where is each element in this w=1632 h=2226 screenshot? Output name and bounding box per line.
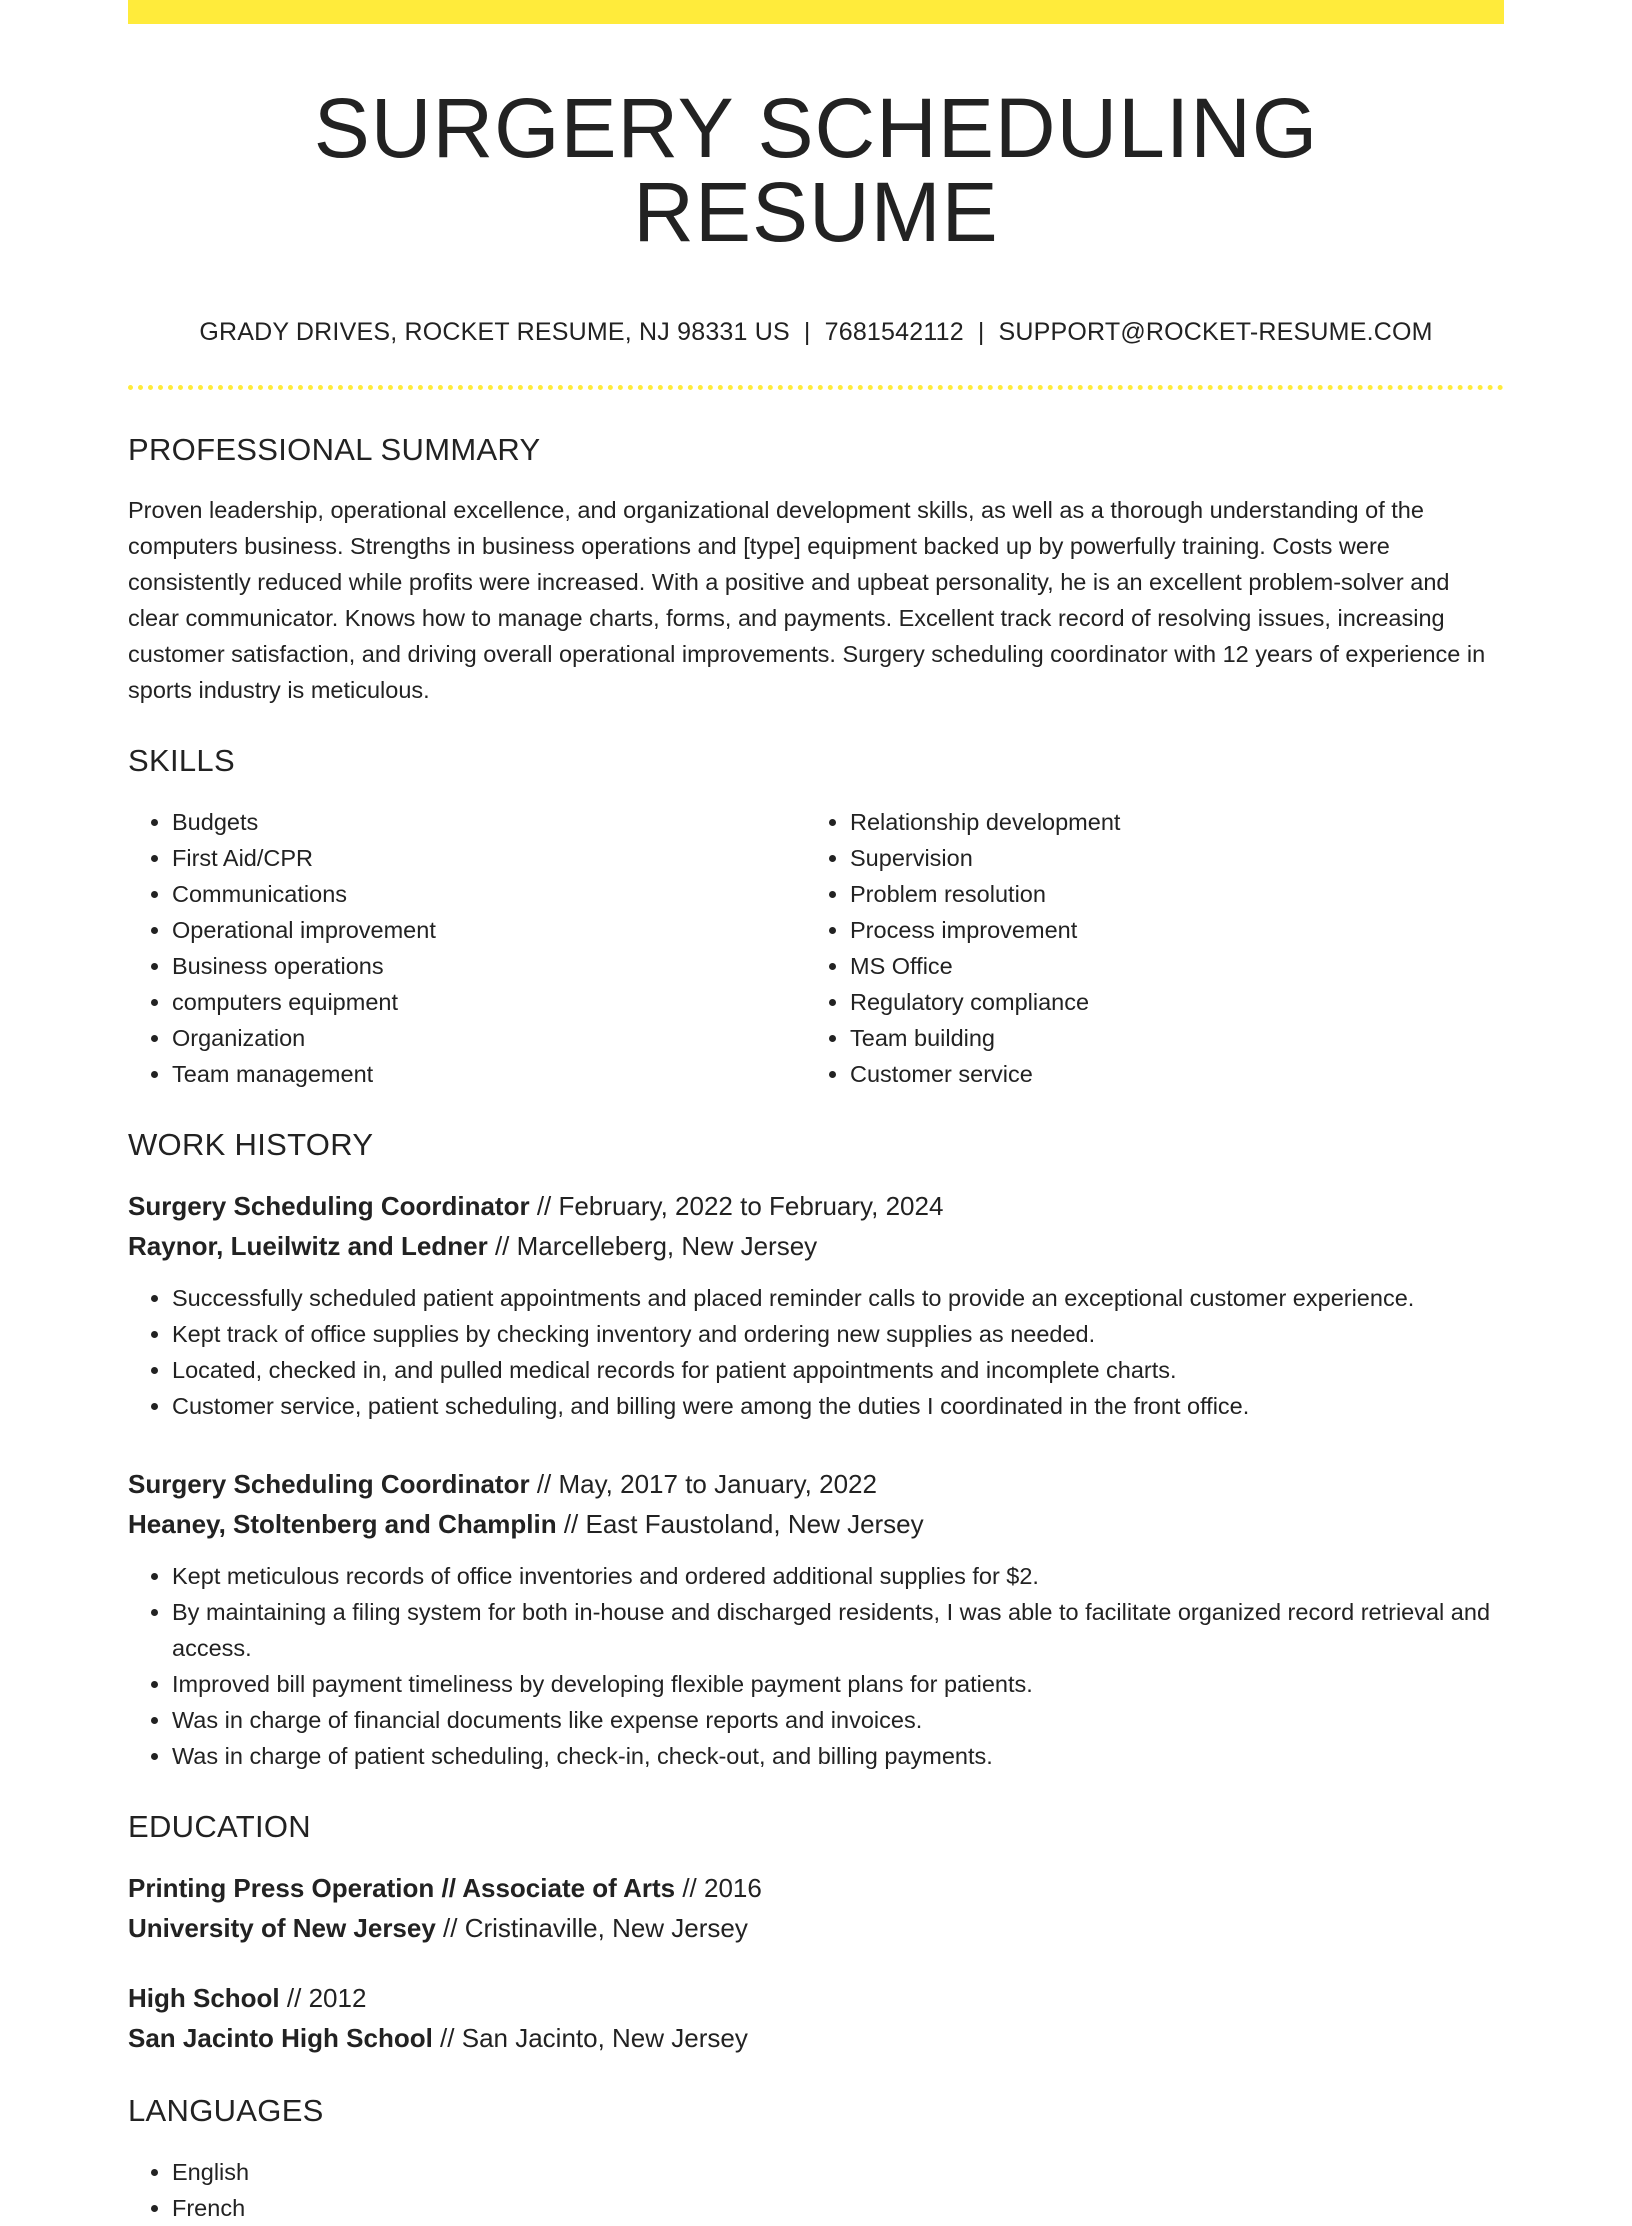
job-duties (128, 1280, 1504, 1424)
school: University of New Jersey (128, 1913, 436, 1943)
job-location: // Marcelleberg, New Jersey (487, 1231, 818, 1261)
job-entry (128, 1464, 1504, 1774)
contact-address: GRADY DRIVES, ROCKET RESUME, NJ 98331 US (199, 318, 790, 346)
school-location: // Cristinaville, New Jersey (435, 1913, 748, 1943)
contact-separator: | (977, 318, 985, 346)
skill-item: • computers equipment (172, 984, 806, 1020)
skill-item: • Problem resolution (850, 876, 1484, 912)
skill-item: • Regulatory compliance (850, 984, 1484, 1020)
skills-list (128, 804, 1504, 1092)
job-title: Surgery Scheduling Coordinator (128, 1469, 530, 1499)
skills-column-right (806, 804, 1484, 1092)
job-title-line (128, 1186, 1504, 1226)
job-company: Heaney, Stoltenberg and Champlin (128, 1509, 557, 1539)
accent-top-bar (128, 0, 1504, 24)
summary-text: Proven leadership, operational excellence, and organizational development skills, as well as a thorough understanding of the computers business. Strengths in business operations and [type] equipment backed up by powerfully training. Costs were consistently reduced while profits were increased. With a positive and upbeat personality, he is an excellent problem-solver and clear communicator. Knows how to manage charts, forms, and payments. Excellent track record of resolving issues, increasing customer satisfaction, and driving overall operational improvements. Surgery scheduling coordinator with 12 years of experience in sports industry is meticulous. (128, 497, 1486, 703)
job-duty: • Was in charge of patient scheduling, check-in, check-out, and billing payments. (172, 1738, 1504, 1774)
skill-item: • Operational improvement (172, 912, 806, 948)
job-duties (128, 1558, 1504, 1774)
job-duty: • Kept track of office supplies by checking inventory and ordering new supplies as needed. (172, 1316, 1504, 1352)
degree-year: // 2016 (675, 1873, 762, 1903)
job-duty: • Kept meticulous records of office inventories and ordered additional supplies for $2. (172, 1558, 1504, 1594)
dotted-divider (128, 385, 1504, 390)
language-item: • English (172, 2154, 1504, 2190)
skill-item: • Organization (172, 1020, 806, 1056)
skills-column-left (128, 804, 806, 1092)
job-dates: // February, 2022 to February, 2024 (529, 1191, 944, 1221)
languages-heading: LANGUAGES (128, 2093, 324, 2128)
languages-list (128, 2154, 1504, 2226)
job-company-line (128, 1504, 1504, 1544)
contact-separator: | (803, 318, 811, 346)
school: San Jacinto High School (128, 2023, 433, 2053)
job-company-line (128, 1226, 1504, 1266)
job-duty: • By maintaining a filing system for both in-house and discharged residents, I was able to facilitate organized record retrieval and access. (172, 1594, 1504, 1666)
summary-heading: PROFESSIONAL SUMMARY (128, 432, 541, 467)
skill-item: • Process improvement (850, 912, 1484, 948)
skill-item: • Team building (850, 1020, 1484, 1056)
education-entry (128, 1978, 1504, 2058)
degree: High School (128, 1983, 280, 2013)
skill-item: • Budgets (172, 804, 806, 840)
skill-item: • First Aid/CPR (172, 840, 806, 876)
job-company: Raynor, Lueilwitz and Ledner (128, 1231, 488, 1261)
skill-item: • MS Office (850, 948, 1484, 984)
skill-item: • Communications (172, 876, 806, 912)
job-entry (128, 1186, 1504, 1424)
skill-item: • Relationship development (850, 804, 1484, 840)
contact-email: SUPPORT@ROCKET-RESUME.COM (998, 318, 1433, 346)
job-duty: • Improved bill payment timeliness by developing flexible payment plans for patients. (172, 1666, 1504, 1702)
job-title-line (128, 1464, 1504, 1504)
school-line (128, 1908, 1504, 1948)
job-duty: • Located, checked in, and pulled medical records for patient appointments and incomplete charts. (172, 1352, 1504, 1388)
education-heading: EDUCATION (128, 1809, 311, 1844)
school-location: // San Jacinto, New Jersey (432, 2023, 748, 2053)
contact-phone: 7681542112 (824, 318, 964, 346)
work-history-heading: WORK HISTORY (128, 1127, 374, 1162)
skill-item: • Business operations (172, 948, 806, 984)
degree-line (128, 1868, 1504, 1908)
skills-heading: SKILLS (128, 743, 235, 778)
degree-year: // 2012 (279, 1983, 367, 2013)
skill-item: • Supervision (850, 840, 1484, 876)
job-location: // East Faustoland, New Jersey (556, 1509, 924, 1539)
job-title: Surgery Scheduling Coordinator (128, 1191, 530, 1221)
education-entry (128, 1868, 1504, 1948)
school-line (128, 2018, 1504, 2058)
degree-line (128, 1978, 1504, 2018)
language-item: • French (172, 2190, 1504, 2226)
skill-item: • Customer service (850, 1056, 1484, 1092)
contact-line (128, 320, 1504, 345)
job-duty: • Customer service, patient scheduling, and billing were among the duties I coordinated in the front office. (172, 1388, 1504, 1424)
skill-item: • Team management (172, 1056, 806, 1092)
resume-title: SURGERY SCHEDULING RESUME (313, 81, 1319, 259)
job-duty: • Was in charge of financial documents like expense reports and invoices. (172, 1702, 1504, 1738)
resume-page (128, 0, 1504, 2226)
degree: Printing Press Operation // Associate of Arts (128, 1873, 676, 1903)
job-duty: • Successfully scheduled patient appointments and placed reminder calls to provide an exceptional customer experience. (172, 1280, 1504, 1316)
job-dates: // May, 2017 to January, 2022 (529, 1469, 877, 1499)
